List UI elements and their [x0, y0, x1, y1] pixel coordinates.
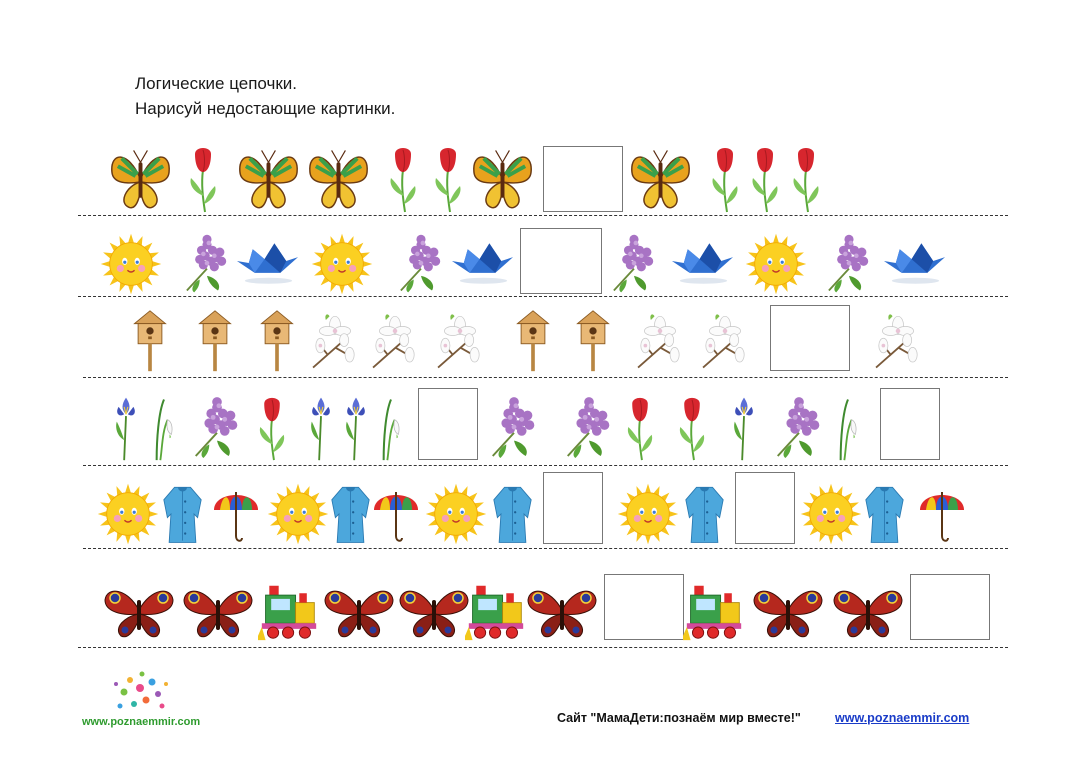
train-icon: [683, 582, 745, 642]
lilac-icon: [560, 394, 618, 462]
tulip-icon: [620, 394, 660, 462]
sequence-row-1: [0, 140, 1086, 218]
empty-answer-box[interactable]: [520, 228, 602, 294]
worksheet-title: [135, 71, 395, 121]
snowdrop-icon: [832, 394, 864, 462]
logo-url-text: www.poznaemmir.com: [82, 716, 201, 728]
magnolia-icon: [630, 309, 690, 373]
row-separator: [83, 465, 1008, 466]
empty-answer-box[interactable]: [910, 574, 990, 640]
tulip-icon: [745, 144, 785, 214]
magnolia-icon: [365, 309, 425, 373]
tulip-icon: [672, 394, 712, 462]
sequence-row-6: [0, 578, 1086, 646]
sun-icon: [306, 232, 378, 296]
butterfly-red-icon: [323, 582, 395, 642]
lilac-icon: [178, 232, 236, 296]
tulip-icon: [183, 144, 223, 214]
train-icon: [258, 582, 320, 642]
tulip-icon: [383, 144, 423, 214]
lilac-icon: [770, 394, 828, 462]
empty-answer-box[interactable]: [770, 305, 850, 371]
raincoat-icon: [328, 482, 373, 546]
butterfly-yellow-icon: [236, 144, 301, 214]
train-icon: [465, 582, 527, 642]
snowdrop-icon: [148, 394, 180, 462]
iris-icon: [305, 394, 337, 462]
boat-icon: [450, 232, 515, 296]
title-line-2: Нарисуй недостающие картинки.: [135, 99, 396, 118]
lilac-icon: [188, 394, 246, 462]
boat-icon: [882, 232, 947, 296]
butterfly-red-icon: [832, 582, 904, 642]
tulip-icon: [705, 144, 745, 214]
sequence-row-2: [0, 228, 1086, 300]
row-separator: [78, 296, 1008, 297]
sequence-row-5: [0, 478, 1086, 550]
tulip-icon: [786, 144, 826, 214]
magnolia-icon: [430, 309, 490, 373]
butterfly-red-icon: [182, 582, 254, 642]
lilac-icon: [485, 394, 543, 462]
snowdrop-icon: [375, 394, 407, 462]
empty-answer-box[interactable]: [543, 472, 603, 544]
magnolia-icon: [868, 309, 928, 373]
sun-icon: [795, 482, 867, 546]
birdhouse-icon: [125, 309, 175, 373]
lilac-icon: [605, 232, 663, 296]
butterfly-yellow-icon: [108, 144, 173, 214]
birdhouse-icon: [508, 309, 558, 373]
empty-answer-box[interactable]: [880, 388, 940, 460]
umbrella-icon: [918, 482, 966, 546]
iris-icon: [728, 394, 760, 462]
row-separator: [78, 647, 1008, 648]
birdhouse-icon: [190, 309, 240, 373]
sun-icon: [262, 482, 334, 546]
title-line-1: Логические цепочки.: [135, 74, 298, 93]
row-separator: [83, 548, 1008, 549]
magnolia-icon: [305, 309, 365, 373]
magnolia-icon: [695, 309, 755, 373]
sun-icon: [612, 482, 684, 546]
butterfly-yellow-icon: [470, 144, 535, 214]
row-separator: [78, 215, 1008, 216]
umbrella-icon: [212, 482, 260, 546]
sun-icon: [420, 482, 492, 546]
site-name-text: Сайт "МамаДети:познаём мир вместе!": [557, 711, 801, 725]
empty-answer-box[interactable]: [418, 388, 478, 460]
sun-icon: [740, 232, 812, 296]
raincoat-icon: [862, 482, 907, 546]
tulip-icon: [428, 144, 468, 214]
iris-icon: [110, 394, 142, 462]
tulip-icon: [252, 394, 292, 462]
sun-icon: [92, 482, 164, 546]
empty-answer-box[interactable]: [735, 472, 795, 544]
raincoat-icon: [160, 482, 205, 546]
butterfly-yellow-icon: [306, 144, 371, 214]
boat-icon: [670, 232, 735, 296]
raincoat-icon: [490, 482, 535, 546]
butterfly-red-icon: [752, 582, 824, 642]
empty-answer-box[interactable]: [604, 574, 684, 640]
birdhouse-icon: [568, 309, 618, 373]
raincoat-icon: [682, 482, 727, 546]
empty-answer-box[interactable]: [543, 146, 623, 212]
butterfly-red-icon: [398, 582, 470, 642]
row-separator: [83, 377, 1008, 378]
birdhouse-icon: [252, 309, 302, 373]
umbrella-icon: [372, 482, 420, 546]
boat-icon: [235, 232, 300, 296]
sun-icon: [95, 232, 167, 296]
lilac-icon: [392, 232, 450, 296]
site-link[interactable]: www.poznaemmir.com: [835, 711, 970, 725]
butterfly-red-icon: [103, 582, 175, 642]
lilac-icon: [820, 232, 878, 296]
butterfly-red-icon: [526, 582, 598, 642]
sequence-row-4: [0, 390, 1086, 466]
sequence-row-3: [0, 305, 1086, 377]
iris-icon: [340, 394, 372, 462]
butterfly-yellow-icon: [628, 144, 693, 214]
